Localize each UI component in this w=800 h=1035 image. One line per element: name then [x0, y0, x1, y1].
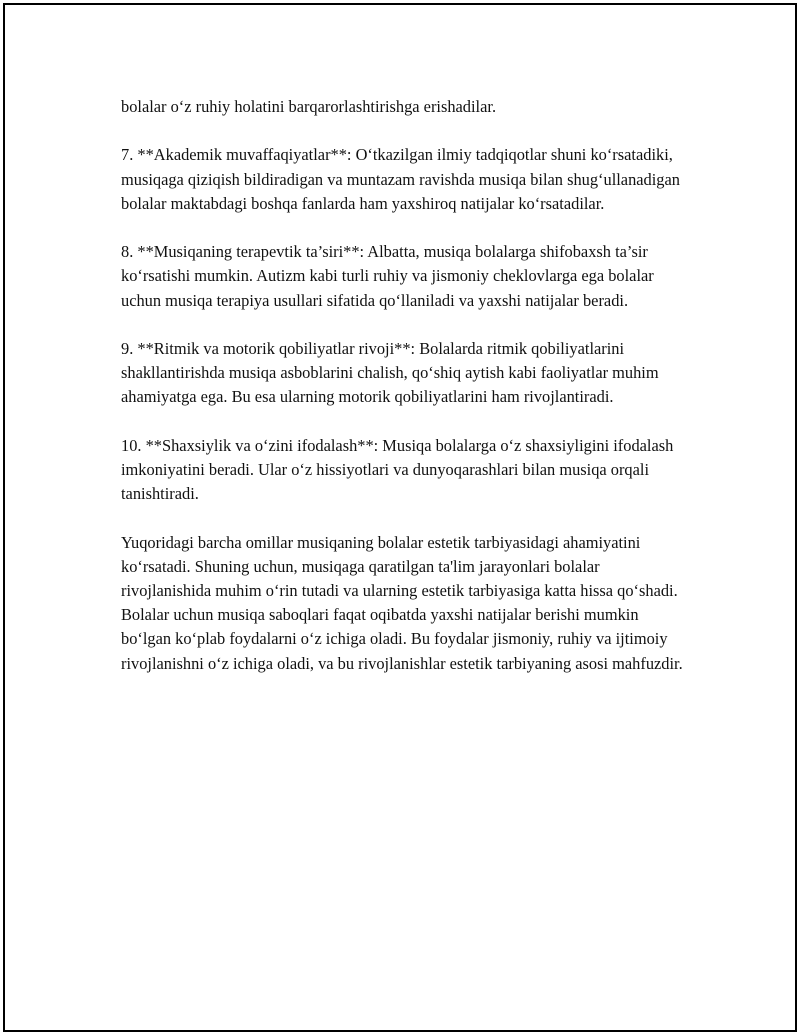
paragraph-item-8: 8. **Musiqaning terapevtik ta’siri**: Albatta, musiqa bolalarga shifobaxsh ta’sir ko‘rsatishi mumkin. Autizm kabi turli ruhiy va jismoniy cheklovlarga ega bolalar uchun musiqa terapiya usullari sifatida qo‘llaniladi va yaxshi natijalar beradi. — [121, 242, 654, 310]
paragraph-item-10: 10. **Shaxsiylik va o‘zini ifodalash**: Musiqa bolalarga o‘z shaxsiyligini ifodalash imkoniyatini beradi. Ular o‘z hissiyotlari va dunyoqarashlari bilan musiqa orqali tanishtiradi. — [121, 435, 674, 504]
document-page — [3, 3, 797, 1032]
document-body — [121, 95, 691, 676]
paragraph-item-7: 7. **Akademik muvaffaqiyatlar**: O‘tkazilgan ilmiy tadqiqotlar shuni ko‘rsatadiki, musiqaga qiziqish bildiradigan va muntazam ravishda musiqa bilan shug‘ullanadigan bolalar maktabdagi boshqa fanlarda ham yaxshiroq natijalar ko‘rsatadilar. — [121, 145, 680, 213]
paragraph-item-9: 9. **Ritmik va motorik qobiliyatlar rivoji**: Bolalarda ritmik qobiliyatlarini shakllantirishda musiqa asboblarini chalish, qo‘shiq aytish kabi faoliyatlar muhim ahamiyatga ega. Bu esa ularning motorik qobiliyatlarini ham rivojlantiradi. — [121, 338, 659, 407]
paragraph-continuation: bolalar o‘z ruhiy holatini barqarorlashtirishga erishadilar. — [121, 97, 497, 116]
paragraph-conclusion: Yuqoridagi barcha omillar musiqaning bolalar estetik tarbiyasidagi ahamiyatini ko‘rsatadi. Shuning uchun, musiqaga qaratilgan ta'lim jarayonlari bolalar rivojlanishida muhim o‘rin tutadi va ularning estetik tarbiyasiga katta hissa qo‘shadi. Bolalar uchun musiqa saboqlari faqat oqibatda yaxshi natijalar berishi mumkin bo‘lgan ko‘plab foydalarni o‘z ichiga oladi. Bu foydalar jismoniy, ruhiy va ijtimoiy rivojlanishni o‘z ichiga oladi, va bu rivojlanishlar estetik tarbiyaning asosi mahfuzdir. — [121, 532, 683, 673]
